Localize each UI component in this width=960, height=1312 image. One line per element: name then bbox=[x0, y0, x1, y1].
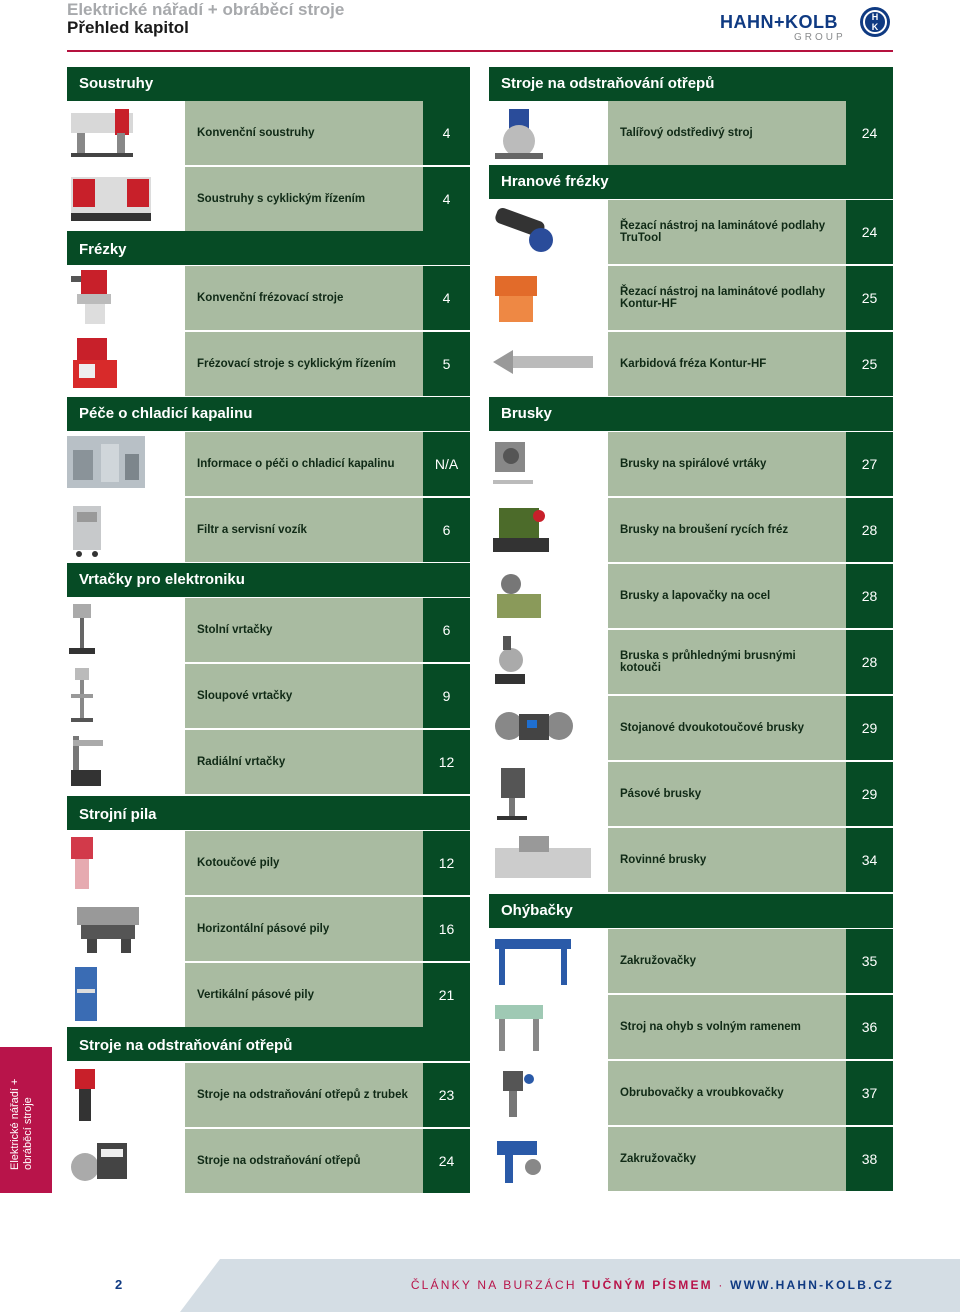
category-ohybacky: Ohýbačky bbox=[489, 894, 893, 928]
list-item[interactable]: Zakružovačky bbox=[608, 1127, 846, 1191]
list-item[interactable]: Filtr a servisní vozík bbox=[185, 498, 423, 562]
page-number[interactable]: 27 bbox=[846, 432, 893, 496]
category-pila: Strojní pila bbox=[67, 796, 470, 830]
horizontal-bandsaw-image bbox=[67, 897, 185, 961]
list-item[interactable]: Horizontální pásové pily bbox=[185, 897, 423, 961]
logo-monogram-icon: H K bbox=[860, 7, 890, 37]
list-item[interactable]: Brusky na broušení rycích fréz bbox=[608, 498, 846, 562]
cnc-milling-image bbox=[67, 332, 185, 396]
list-item[interactable]: Stroje na odstraňování otřepů z trubek bbox=[185, 1063, 423, 1127]
coolant-room-image bbox=[67, 432, 185, 496]
list-item[interactable]: Frézovací stroje s cyklickým řízením bbox=[185, 332, 423, 396]
page-number[interactable]: 28 bbox=[846, 564, 893, 628]
belt-grinder-image bbox=[489, 762, 607, 826]
header-subtitle: Elektrické nářadí + obráběcí stroje bbox=[67, 0, 345, 19]
category-vrtacky: Vrtačky pro elektroniku bbox=[67, 563, 470, 597]
list-item[interactable]: Talířový odstředivý stroj bbox=[608, 101, 846, 165]
hahn-kolb-logo bbox=[720, 4, 895, 46]
list-item[interactable]: Konvenční frézovací stroje bbox=[185, 266, 423, 330]
page-number[interactable]: 4 bbox=[423, 101, 470, 165]
list-item[interactable]: Brusky a lapovačky na ocel bbox=[608, 564, 846, 628]
surface-grinder-image bbox=[489, 828, 607, 892]
list-item[interactable]: Řezací nástroj na laminátové podlahy Kontur-HF bbox=[608, 266, 846, 330]
page-number[interactable]: 34 bbox=[846, 828, 893, 892]
footer-note: ČLÁNKY NA BURZÁCH TUČNÝM PÍSMEM · WWW.HAHN-KOLB.CZ bbox=[410, 1278, 894, 1292]
page-number[interactable]: 29 bbox=[846, 762, 893, 826]
page-number[interactable]: 12 bbox=[423, 831, 470, 895]
rolling-machine-image bbox=[489, 929, 607, 993]
engraving-grinder-image bbox=[489, 498, 607, 562]
category-frezky: Frézky bbox=[67, 231, 470, 265]
beading-machine-image bbox=[489, 1061, 607, 1125]
list-item[interactable]: Zakružovačky bbox=[608, 929, 846, 993]
page-number-footer: 2 bbox=[115, 1277, 123, 1292]
list-item[interactable]: Sloupové vrtačky bbox=[185, 664, 423, 728]
category-otrepy-right: Stroje na odstraňování otřepů bbox=[489, 67, 893, 101]
free-arm-bender-image bbox=[489, 995, 607, 1059]
page-title: Přehled kapitol bbox=[67, 18, 189, 37]
list-item[interactable]: Stroj na ohyb s volným ramenem bbox=[608, 995, 846, 1059]
circular-saw-image bbox=[67, 831, 185, 895]
page-number[interactable]: 24 bbox=[423, 1129, 470, 1193]
page-number[interactable]: 25 bbox=[846, 266, 893, 330]
bench-drill-image bbox=[67, 598, 185, 662]
page-number[interactable]: 29 bbox=[846, 696, 893, 760]
page-number[interactable]: 36 bbox=[846, 995, 893, 1059]
lathe-image bbox=[67, 101, 185, 165]
page-number[interactable]: 38 bbox=[846, 1127, 893, 1191]
category-soustruhy: Soustruhy bbox=[67, 67, 470, 101]
list-item[interactable]: Soustruhy s cyklickým řízením bbox=[185, 167, 423, 231]
category-brusky: Brusky bbox=[489, 397, 893, 431]
side-tab-label: Elektrické nářadí + obráběcí stroje bbox=[9, 1078, 34, 1170]
list-item[interactable]: Radiální vrtačky bbox=[185, 730, 423, 794]
deburring-machine-image bbox=[67, 1129, 185, 1193]
list-item[interactable]: Pásové brusky bbox=[608, 762, 846, 826]
category-pece: Péče o chladicí kapalinu bbox=[67, 397, 470, 431]
page-number[interactable]: 25 bbox=[846, 332, 893, 396]
bench-grinder-image bbox=[489, 696, 607, 760]
category-otrepy-left: Stroje na odstraňování otřepů bbox=[67, 1027, 470, 1061]
radial-drill-image bbox=[67, 730, 185, 794]
cnc-lathe-image bbox=[67, 167, 185, 231]
carbide-cutter-image bbox=[489, 332, 607, 396]
kontur-hf-image bbox=[489, 266, 607, 330]
list-item[interactable]: Stojanové dvoukotoučové brusky bbox=[608, 696, 846, 760]
page-number[interactable]: 4 bbox=[423, 167, 470, 231]
page-number[interactable]: 28 bbox=[846, 498, 893, 562]
page-number[interactable]: 5 bbox=[423, 332, 470, 396]
transparent-wheel-grinder-image bbox=[489, 630, 607, 694]
website-link[interactable]: WWW.HAHN-KOLB.CZ bbox=[730, 1278, 894, 1292]
rolling-machine-2-image bbox=[489, 1127, 607, 1191]
list-item[interactable]: Konvenční soustruhy bbox=[185, 101, 423, 165]
filter-cart-image bbox=[67, 498, 185, 562]
list-item[interactable]: Kotoučové pily bbox=[185, 831, 423, 895]
trutool-image bbox=[489, 200, 607, 264]
page-number[interactable]: 6 bbox=[423, 598, 470, 662]
page-number[interactable]: 12 bbox=[423, 730, 470, 794]
page-number[interactable]: 28 bbox=[846, 630, 893, 694]
logo-brand: HAHN+KOLB bbox=[720, 12, 839, 32]
list-item[interactable]: Vertikální pásové pily bbox=[185, 963, 423, 1027]
page-number[interactable]: 23 bbox=[423, 1063, 470, 1127]
milling-machine-image bbox=[67, 266, 185, 330]
list-item[interactable]: Informace o péči o chladicí kapalinu bbox=[185, 432, 423, 496]
list-item[interactable]: Bruska s průhlednými brusnými kotouči bbox=[608, 630, 846, 694]
page-number[interactable]: 4 bbox=[423, 266, 470, 330]
drill-grinder-image bbox=[489, 432, 607, 496]
page-number[interactable]: 16 bbox=[423, 897, 470, 961]
page-number[interactable]: N/A bbox=[423, 432, 470, 496]
page-number[interactable]: 24 bbox=[846, 200, 893, 264]
vertical-bandsaw-image bbox=[67, 963, 185, 1027]
page-number[interactable]: 35 bbox=[846, 929, 893, 993]
disc-centrifugal-image bbox=[489, 101, 607, 165]
page-number[interactable]: 24 bbox=[846, 101, 893, 165]
page-number[interactable]: 6 bbox=[423, 498, 470, 562]
logo-group: GROUP bbox=[794, 32, 846, 43]
category-hranove: Hranové frézky bbox=[489, 165, 893, 199]
header-rule bbox=[67, 50, 893, 52]
list-item[interactable]: Rovinné brusky bbox=[608, 828, 846, 892]
list-item[interactable]: Stroje na odstraňování otřepů bbox=[185, 1129, 423, 1193]
list-item[interactable]: Brusky na spirálové vrtáky bbox=[608, 432, 846, 496]
page-number[interactable]: 9 bbox=[423, 664, 470, 728]
page-number[interactable]: 21 bbox=[423, 963, 470, 1027]
steel-lapping-image bbox=[489, 564, 607, 628]
pipe-deburring-image bbox=[67, 1063, 185, 1127]
list-item[interactable]: Karbidová fréza Kontur-HF bbox=[608, 332, 846, 396]
list-item[interactable]: Stolní vrtačky bbox=[185, 598, 423, 662]
list-item[interactable]: Obrubovačky a vroubkovačky bbox=[608, 1061, 846, 1125]
list-item[interactable]: Řezací nástroj na laminátové podlahy TruTool bbox=[608, 200, 846, 264]
column-drill-image bbox=[67, 664, 185, 728]
page-number[interactable]: 37 bbox=[846, 1061, 893, 1125]
